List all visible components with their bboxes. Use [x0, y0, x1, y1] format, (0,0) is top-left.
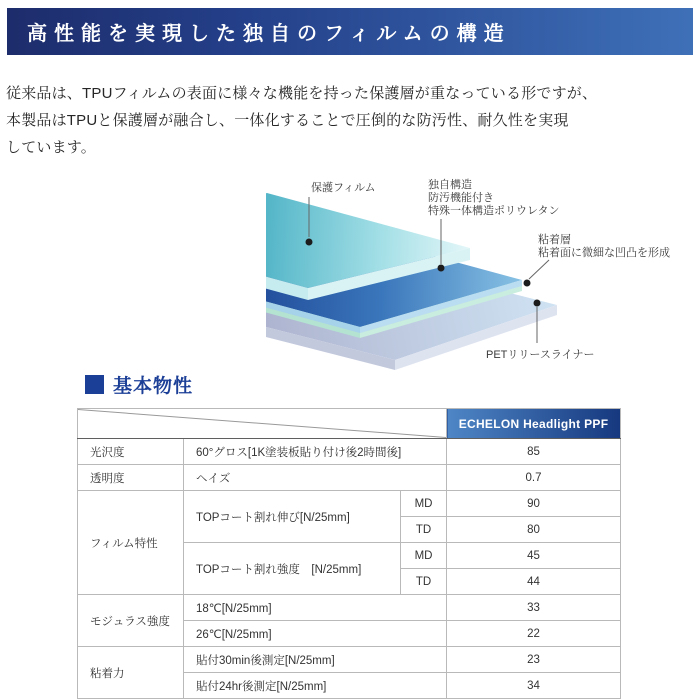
row-value: 85	[447, 439, 621, 465]
row-value: 45	[447, 543, 621, 569]
label-adhesive-2: 粘着面に微細な凹凸を形成	[538, 247, 670, 259]
intro-line: しています。	[6, 139, 97, 156]
row-value: 44	[447, 569, 621, 595]
blue-square-icon	[85, 375, 104, 394]
label-protective-film: 保護フィルム	[311, 182, 376, 194]
table-row	[78, 595, 621, 621]
row-test: 18℃[N/25mm]	[184, 595, 447, 621]
intro-line: 従来品は、TPUフィルムの表面に様々な機能を持った保護層が重なっている形ですが、	[6, 85, 598, 102]
leader-dot-adhesive	[524, 280, 531, 287]
label-unique-structure-3: 特殊一体構造ポリウレタン	[428, 205, 560, 217]
row-category: 透明度	[78, 465, 184, 491]
table-corner-cell	[78, 409, 447, 439]
page-title-banner	[7, 8, 693, 55]
section-title: 基本物性	[113, 376, 194, 397]
row-value: 23	[447, 647, 621, 673]
row-test: TOPコート割れ伸び[N/25mm]	[184, 491, 401, 543]
row-test: 26℃[N/25mm]	[184, 621, 447, 647]
row-value: 33	[447, 595, 621, 621]
intro-line: 本製品はTPUと保護層が融合し、一体化することで圧倒的な防汚性、耐久性を実現	[6, 112, 569, 129]
table-row	[78, 647, 621, 673]
row-test: ヘイズ	[184, 465, 447, 491]
row-category: フィルム特性	[78, 491, 184, 595]
table-row	[78, 491, 621, 517]
row-direction: MD	[401, 543, 447, 569]
row-test: 60°グロス[1K塗装板貼り付け後2時間後]	[184, 439, 447, 465]
diagonal-divider	[78, 409, 446, 438]
row-category: 光沢度	[78, 439, 184, 465]
label-unique-structure-1: 独自構造	[428, 179, 472, 191]
row-direction: TD	[401, 569, 447, 595]
row-test: TOPコート割れ強度 [N/25mm]	[184, 543, 401, 595]
leader-dot-unique-structure	[438, 265, 445, 272]
row-value: 34	[447, 673, 621, 699]
properties-table	[77, 408, 621, 699]
row-test: 貼付24hr後測定[N/25mm]	[184, 673, 447, 699]
row-category: モジュラス強度	[78, 595, 184, 647]
table-header-row	[78, 409, 621, 439]
row-value: 22	[447, 621, 621, 647]
leader-line-adhesive	[529, 260, 549, 279]
label-pet-liner: PETリリースライナー	[486, 349, 595, 361]
row-value: 80	[447, 517, 621, 543]
row-direction: TD	[401, 517, 447, 543]
label-unique-structure-2: 防汚機能付き	[428, 192, 494, 204]
section-heading	[85, 371, 193, 398]
product-column-header: ECHELON Headlight PPF	[447, 409, 621, 439]
film-structure-diagram	[0, 175, 700, 375]
label-adhesive-1: 粘着層	[538, 234, 571, 246]
leader-dot-protective-film	[306, 239, 313, 246]
page-title: 高性能を実現した独自のフィルムの構造	[27, 23, 511, 45]
table-row	[78, 465, 621, 491]
row-test: 貼付30min後測定[N/25mm]	[184, 647, 447, 673]
row-value: 90	[447, 491, 621, 517]
intro-paragraph	[6, 80, 696, 161]
row-category: 粘着力	[78, 647, 184, 699]
row-direction: MD	[401, 491, 447, 517]
row-value: 0.7	[447, 465, 621, 491]
table-row	[78, 439, 621, 465]
leader-dot-pet-liner	[534, 300, 541, 307]
